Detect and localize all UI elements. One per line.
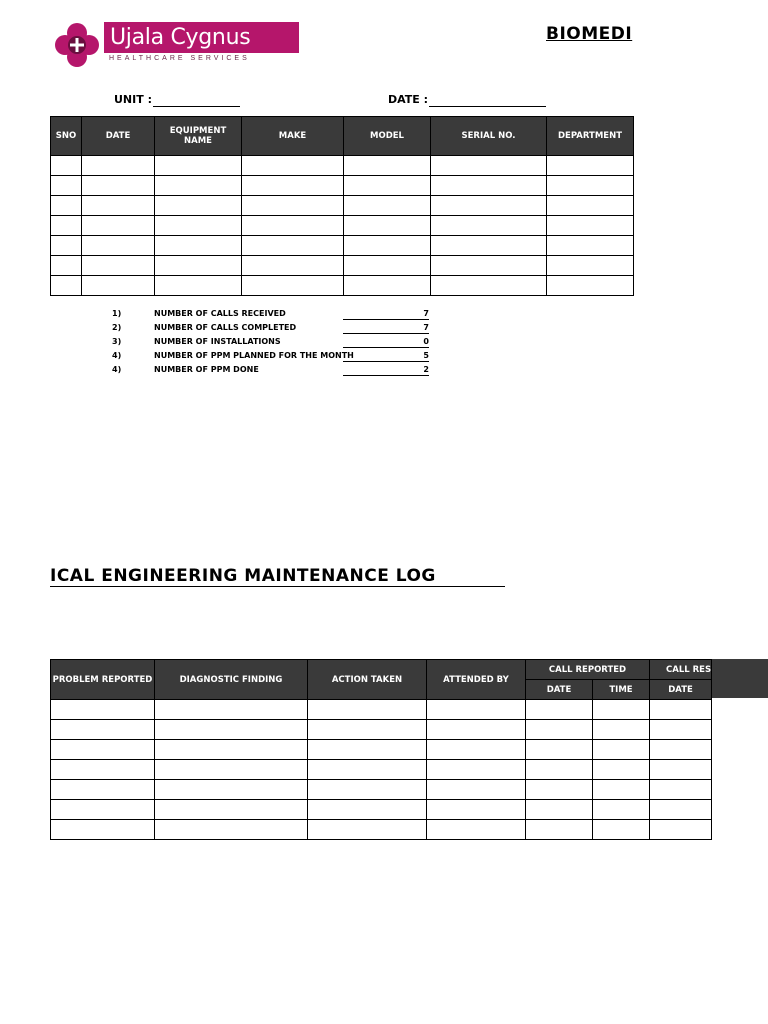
table-cell[interactable] [431, 176, 547, 196]
table-cell[interactable] [344, 256, 431, 276]
table-cell[interactable] [155, 236, 242, 256]
maintenance-log-table [50, 659, 712, 840]
log-row [51, 720, 712, 740]
equipment-row [51, 156, 634, 176]
summary-value[interactable]: 2 [343, 365, 429, 376]
equipment-row [51, 256, 634, 276]
table-cell[interactable] [547, 216, 634, 236]
table-cell[interactable] [344, 156, 431, 176]
table-cell[interactable] [593, 740, 650, 760]
col-header-equipment-name: EQUIPMENT NAME [155, 117, 242, 156]
table-cell[interactable] [650, 820, 712, 840]
table-cell[interactable] [650, 700, 712, 720]
table-cell[interactable] [155, 196, 242, 216]
unit-field[interactable] [153, 106, 240, 107]
log-row [51, 800, 712, 820]
table-cell[interactable] [344, 236, 431, 256]
log-row [51, 700, 712, 720]
col-header-reported-date: DATE [526, 680, 593, 700]
table-cell[interactable] [155, 760, 308, 780]
col-header-problem-reported: PROBLEM REPORTED [51, 660, 155, 700]
table-cell[interactable] [51, 780, 155, 800]
table-cell[interactable] [51, 236, 82, 256]
summary-label: NUMBER OF PPM PLANNED FOR THE MONTH [154, 351, 354, 360]
table-cell[interactable] [308, 780, 427, 800]
equipment-row [51, 276, 634, 296]
brand-tagline: HEALTHCARE SERVICES [109, 55, 250, 62]
table-cell[interactable] [51, 276, 82, 296]
col-header-date: DATE [82, 117, 155, 156]
table-cell[interactable] [51, 740, 155, 760]
table-cell[interactable] [650, 760, 712, 780]
table-cell[interactable] [82, 196, 155, 216]
table-cell[interactable] [431, 156, 547, 176]
table-cell[interactable] [155, 700, 308, 720]
table-cell[interactable] [51, 176, 82, 196]
table-cell[interactable] [155, 256, 242, 276]
date-field[interactable] [429, 106, 546, 107]
table-cell[interactable] [526, 740, 593, 760]
table-cell[interactable] [82, 176, 155, 196]
table-cell[interactable] [547, 276, 634, 296]
equipment-row [51, 176, 634, 196]
table-cell[interactable] [344, 196, 431, 216]
table-cell[interactable] [155, 820, 308, 840]
table-cell[interactable] [547, 236, 634, 256]
table-cell[interactable] [431, 216, 547, 236]
table-cell[interactable] [155, 216, 242, 236]
table-cell[interactable] [51, 216, 82, 236]
table-cell[interactable] [650, 740, 712, 760]
section-title: ICAL ENGINEERING MAINTENANCE LOG [50, 566, 505, 587]
table-cell[interactable] [82, 256, 155, 276]
table-cell[interactable] [593, 820, 650, 840]
table-cell[interactable] [82, 276, 155, 296]
table-cell[interactable] [308, 700, 427, 720]
table-cell[interactable] [526, 720, 593, 740]
table-cell[interactable] [51, 820, 155, 840]
table-cell[interactable] [344, 216, 431, 236]
table-cell[interactable] [526, 820, 593, 840]
summary-label: NUMBER OF INSTALLATIONS [154, 337, 281, 346]
summary-number: 2) [112, 323, 122, 332]
summary-value[interactable]: 7 [343, 309, 429, 320]
summary-number: 3) [112, 337, 122, 346]
equipment-row [51, 216, 634, 236]
table-cell[interactable] [427, 740, 526, 760]
table-cell[interactable] [51, 720, 155, 740]
table-cell[interactable] [344, 176, 431, 196]
summary-number: 4) [112, 351, 122, 360]
summary-label: NUMBER OF CALLS RECEIVED [154, 309, 286, 318]
table-cell[interactable] [51, 196, 82, 216]
log-row [51, 820, 712, 840]
col-header-res-date: DATE [650, 680, 712, 700]
table-cell[interactable] [308, 760, 427, 780]
table-cell[interactable] [547, 156, 634, 176]
table-cell[interactable] [650, 800, 712, 820]
table-cell[interactable] [650, 720, 712, 740]
table-cell[interactable] [431, 196, 547, 216]
header-overflow-stub [708, 659, 768, 698]
table-cell[interactable] [242, 196, 344, 216]
summary-label: NUMBER OF PPM DONE [154, 365, 259, 374]
table-cell[interactable] [526, 760, 593, 780]
summary-number: 1) [112, 309, 122, 318]
table-cell[interactable] [242, 256, 344, 276]
table-cell[interactable] [431, 276, 547, 296]
summary-value[interactable]: 7 [343, 323, 429, 334]
table-cell[interactable] [427, 780, 526, 800]
date-label: DATE : [388, 93, 429, 106]
logo-cross-icon [52, 20, 102, 70]
col-header-attended-by: ATTENDED BY [427, 660, 526, 700]
table-cell[interactable] [427, 700, 526, 720]
summary-value[interactable]: 5 [343, 351, 429, 362]
table-cell[interactable] [51, 256, 82, 276]
col-header-sno: SNO [51, 117, 82, 156]
col-header-call-reported: CALL REPORTED [526, 660, 650, 680]
summary-number: 4) [112, 365, 122, 374]
col-header-diagnostic-finding: DIAGNOSTIC FINDING [155, 660, 308, 700]
table-cell[interactable] [242, 156, 344, 176]
table-cell[interactable] [308, 800, 427, 820]
brand-name: Ujala Cygnus [110, 25, 251, 50]
table-cell[interactable] [431, 236, 547, 256]
table-cell[interactable] [82, 236, 155, 256]
col-header-call-res: CALL RES [650, 660, 712, 680]
col-header-model: MODEL [344, 117, 431, 156]
page-title-right: BIOMEDI [546, 24, 633, 44]
brand-name-box [104, 22, 299, 53]
table-cell[interactable] [526, 800, 593, 820]
table-cell[interactable] [431, 256, 547, 276]
table-cell[interactable] [51, 700, 155, 720]
table-cell[interactable] [155, 176, 242, 196]
col-header-serial-no: SERIAL NO. [431, 117, 547, 156]
table-cell[interactable] [526, 780, 593, 800]
table-cell[interactable] [593, 780, 650, 800]
table-cell[interactable] [547, 256, 634, 276]
table-cell[interactable] [155, 800, 308, 820]
table-cell[interactable] [344, 276, 431, 296]
table-cell[interactable] [155, 740, 308, 760]
unit-label: UNIT : [114, 93, 152, 106]
log-header-row [51, 660, 712, 680]
table-cell[interactable] [155, 780, 308, 800]
table-cell[interactable] [242, 236, 344, 256]
table-cell[interactable] [51, 156, 82, 176]
table-cell[interactable] [308, 720, 427, 740]
table-cell[interactable] [547, 176, 634, 196]
col-header-make: MAKE [242, 117, 344, 156]
col-header-reported-time: TIME [593, 680, 650, 700]
table-cell[interactable] [82, 216, 155, 236]
table-cell[interactable] [593, 720, 650, 740]
table-cell[interactable] [593, 800, 650, 820]
table-cell[interactable] [242, 176, 344, 196]
equipment-row [51, 236, 634, 256]
equipment-table [50, 116, 634, 296]
table-cell[interactable] [427, 760, 526, 780]
log-row [51, 780, 712, 800]
table-cell[interactable] [593, 760, 650, 780]
log-row [51, 760, 712, 780]
table-cell[interactable] [155, 156, 242, 176]
table-cell[interactable] [427, 800, 526, 820]
table-cell[interactable] [427, 820, 526, 840]
equipment-header-row [51, 117, 634, 156]
table-cell[interactable] [308, 820, 427, 840]
table-cell[interactable] [82, 156, 155, 176]
summary-value[interactable]: 0 [343, 337, 429, 348]
table-cell[interactable] [593, 700, 650, 720]
table-cell[interactable] [242, 276, 344, 296]
table-cell[interactable] [155, 276, 242, 296]
table-cell[interactable] [526, 700, 593, 720]
log-row [51, 740, 712, 760]
table-cell[interactable] [51, 800, 155, 820]
table-cell[interactable] [155, 720, 308, 740]
col-header-department: DEPARTMENT [547, 117, 634, 156]
table-cell[interactable] [427, 720, 526, 740]
table-cell[interactable] [242, 216, 344, 236]
table-cell[interactable] [51, 760, 155, 780]
table-cell[interactable] [547, 196, 634, 216]
summary-label: NUMBER OF CALLS COMPLETED [154, 323, 297, 332]
equipment-row [51, 196, 634, 216]
company-logo [52, 20, 252, 72]
table-cell[interactable] [308, 740, 427, 760]
col-header-action-taken: ACTION TAKEN [308, 660, 427, 700]
table-cell[interactable] [650, 780, 712, 800]
